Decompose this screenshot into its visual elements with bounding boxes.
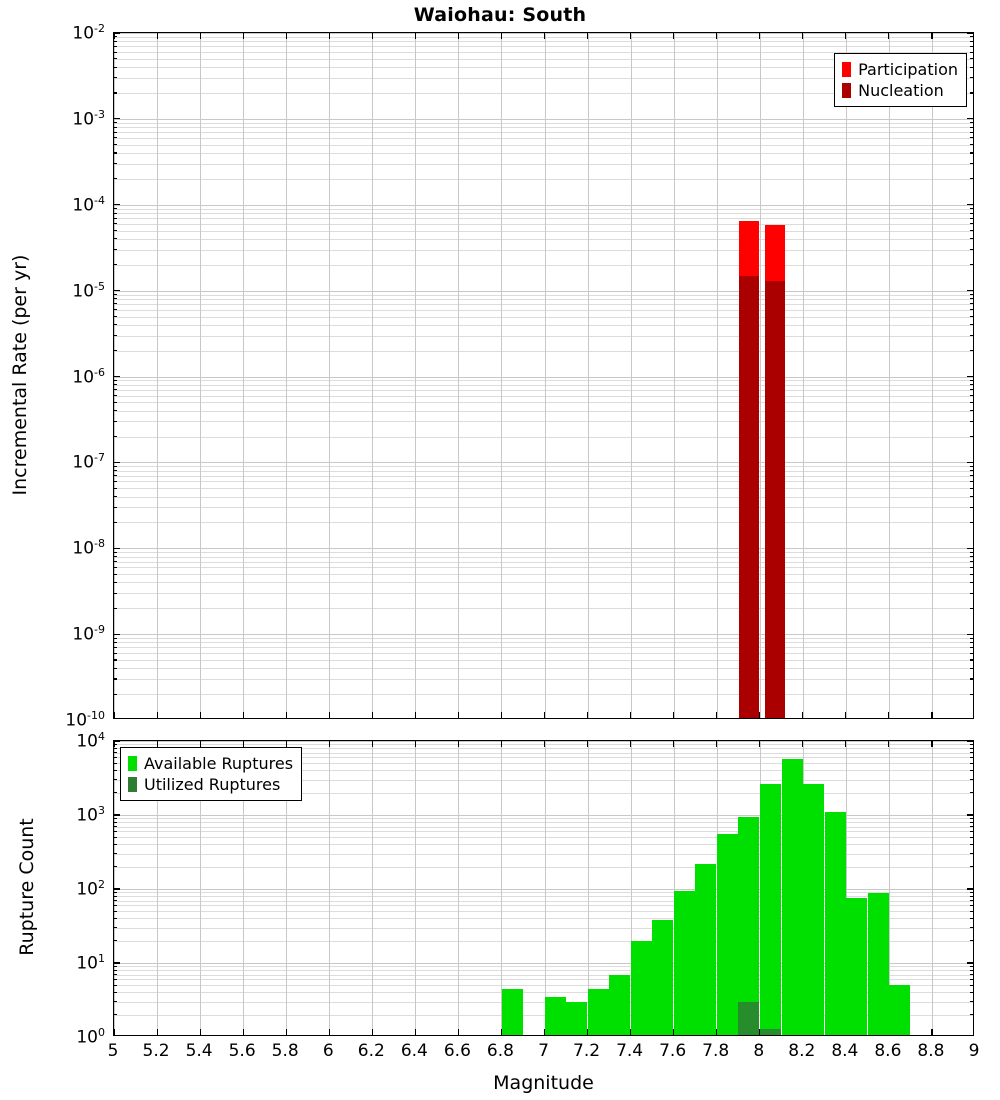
x-tick-label: 8.8 <box>917 1041 945 1061</box>
x-tick-label: 5 <box>107 1041 119 1061</box>
legend-item-participation <box>842 59 958 80</box>
y-tick-label: $10^{-8}$ <box>72 537 105 559</box>
x-tick-label: 6.2 <box>357 1041 385 1061</box>
incremental-rate-plot <box>113 32 974 719</box>
participation-swatch-icon <box>842 62 851 77</box>
y-tick-label: $10^2$ <box>76 878 105 900</box>
y-tick-label: $10^{-5}$ <box>72 279 105 302</box>
y-tick-label: $10^4$ <box>76 730 105 752</box>
x-tick-label: 5.8 <box>271 1041 299 1061</box>
y-axis-title-top: Incremental Rate (per yr) <box>9 254 31 495</box>
x-tick-label: 8.2 <box>788 1041 816 1061</box>
legend-label-utilized: Utilized Ruptures <box>144 775 281 795</box>
page-title: Waiohau: South <box>413 4 587 26</box>
legend-item-utilized <box>128 774 293 795</box>
x-tick-label: 7.2 <box>573 1041 601 1061</box>
bar-available <box>889 985 910 1036</box>
x-tick-label: 6.4 <box>400 1041 428 1061</box>
legend-item-available <box>128 753 293 774</box>
x-tick-label: 5.2 <box>142 1041 170 1061</box>
x-tick-label: 5.6 <box>228 1041 256 1061</box>
rupture-count-plot <box>113 740 974 1036</box>
bar-available <box>825 812 846 1036</box>
x-tick-label: 6.8 <box>486 1041 514 1061</box>
x-tick-label: 9 <box>968 1041 980 1061</box>
bar-nucleation <box>739 276 759 720</box>
y-tick-label: $10^{-6}$ <box>72 365 105 388</box>
x-tick-label: 5.4 <box>185 1041 213 1061</box>
bar-available <box>868 893 889 1036</box>
bar-available <box>695 864 716 1036</box>
x-tick-label: 8 <box>753 1041 765 1061</box>
y-axis-title-bottom: Rupture Count <box>16 818 38 956</box>
bar-available <box>760 784 781 1036</box>
bar-available <box>502 989 523 1036</box>
y-tick-label: $10^0$ <box>76 1026 105 1048</box>
y-tick-label: $10^{-2}$ <box>72 22 105 44</box>
available-swatch-icon <box>128 756 137 771</box>
bar-available <box>803 784 824 1036</box>
legend-incremental-rate <box>834 53 967 107</box>
bar-available <box>609 975 630 1037</box>
x-tick-label: 8.6 <box>874 1041 902 1061</box>
legend-label-nucleation: Nucleation <box>858 81 944 101</box>
bar-available <box>631 941 652 1036</box>
legend-rupture-count <box>120 747 302 801</box>
bar-available <box>566 1002 587 1036</box>
bar-available <box>652 920 673 1036</box>
x-axis-title: Magnitude <box>493 1072 594 1094</box>
x-tick-label: 7.6 <box>659 1041 687 1061</box>
legend-label-available: Available Ruptures <box>144 754 294 773</box>
bar-available <box>717 834 738 1036</box>
legend-item-nucleation <box>842 80 958 101</box>
y-tick-label: $10^{-9}$ <box>72 623 105 645</box>
y-tick-label: $10^{-4}$ <box>72 193 105 216</box>
y-tick-label: $10^{-10}$ <box>65 709 105 731</box>
bar-utilized <box>760 1029 781 1036</box>
bar-available <box>782 759 803 1037</box>
bar-utilized <box>738 1002 759 1036</box>
bar-available <box>545 997 566 1036</box>
x-tick-label: 7 <box>538 1041 549 1061</box>
legend-label-participation: Participation <box>858 60 958 79</box>
x-tick-label: 8.4 <box>831 1041 859 1061</box>
bar-available <box>846 898 867 1036</box>
x-tick-label: 7.8 <box>702 1041 730 1061</box>
top-plot-area <box>114 33 973 718</box>
y-tick-label: $10^{-3}$ <box>72 107 105 130</box>
y-tick-label: $10^{-7}$ <box>72 451 105 474</box>
bar-nucleation <box>765 281 785 719</box>
x-tick-label: 6 <box>322 1041 334 1061</box>
x-tick-label: 6.6 <box>443 1041 471 1061</box>
utilized-swatch-icon <box>128 777 137 792</box>
y-tick-label: $10^1$ <box>76 952 105 974</box>
bar-available <box>674 891 695 1036</box>
x-tick-label: 7.4 <box>616 1041 644 1061</box>
bar-available <box>588 989 609 1036</box>
nucleation-swatch-icon <box>842 83 851 98</box>
y-tick-label: $10^3$ <box>76 804 105 826</box>
